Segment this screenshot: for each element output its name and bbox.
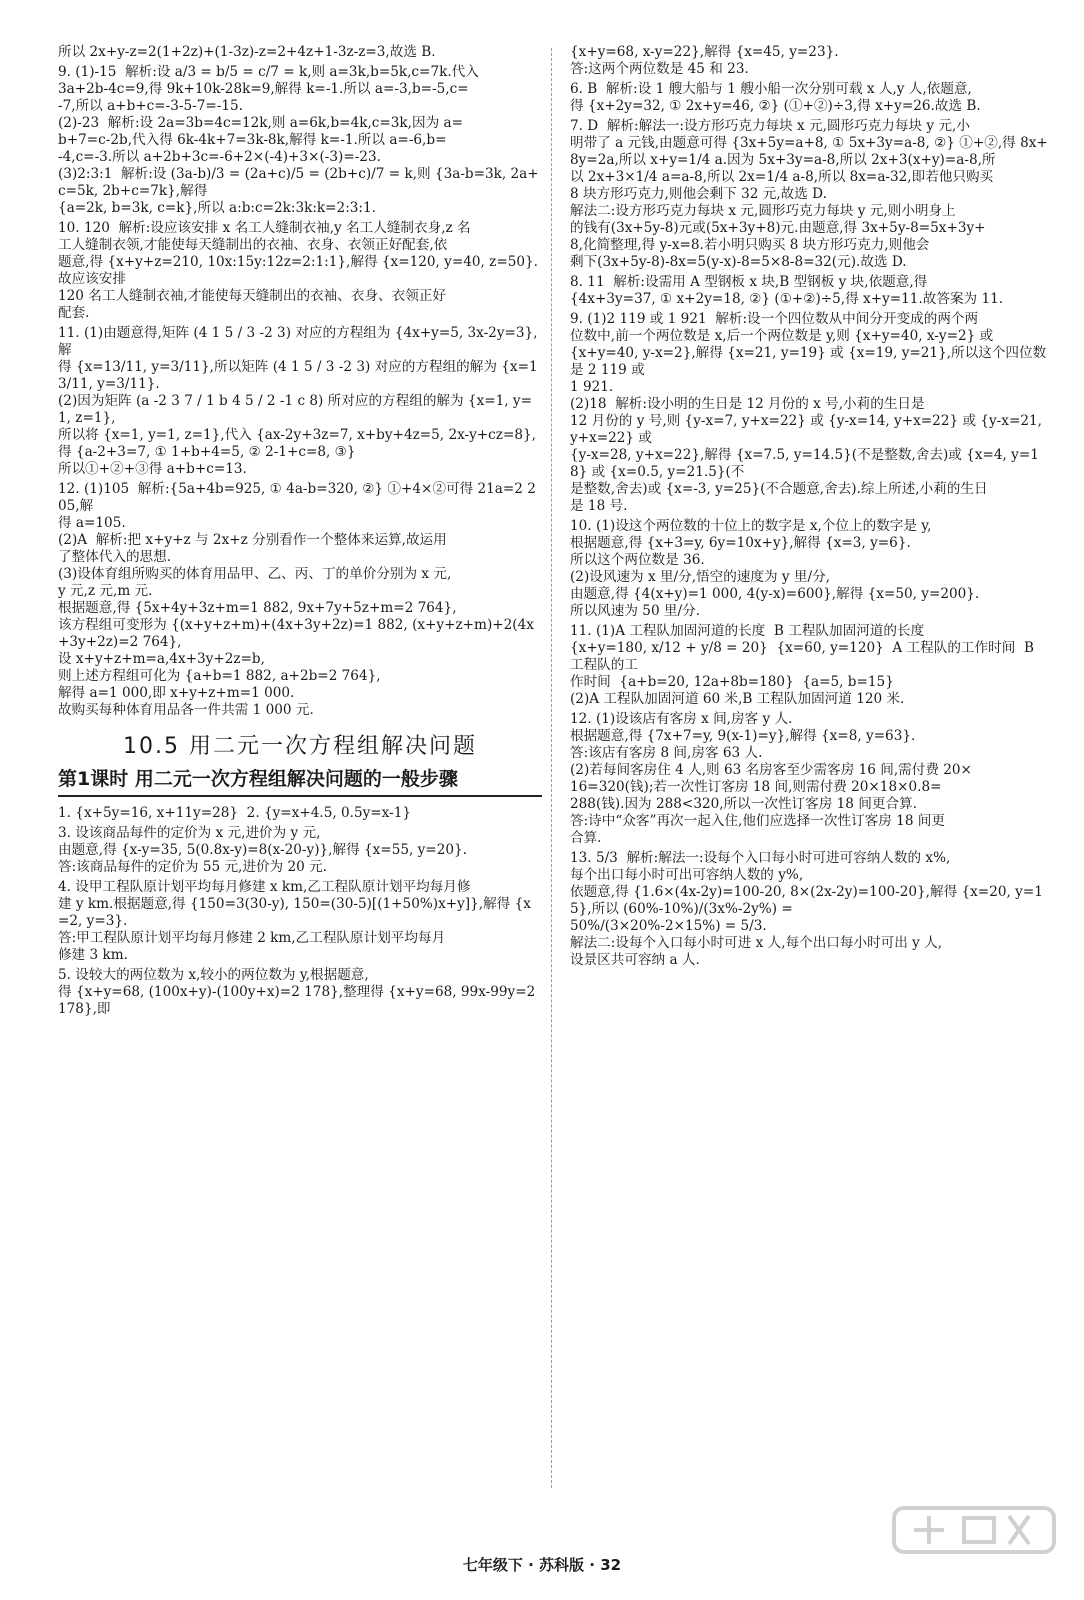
answer-line: 故购买每种体育用品各一件共需 1 000 元.	[58, 702, 314, 718]
answer-line: (2)设风速为 x 里/分,悟空的速度为 y 里/分,	[570, 569, 830, 585]
answer-line: 由题意,得 {4(x+y)=1 000, 4(y-x)=600},解得 {x=50, y=200}.	[570, 586, 980, 602]
answer-line: 由题意,得 {x-y=35, 5(0.8x-y)=8(x-20-y)},解得 {x=55, y=20}.	[58, 842, 467, 858]
answer-line: 答:该商品每件的定价为 55 元,进价为 20 元.	[58, 859, 328, 875]
answer-line: 所以风速为 50 里/分.	[570, 603, 700, 619]
answer-line: {x+y=180, x/12 + y/8 = 20} {x=60, y=120} A 工程队的工作时间 B 工程队的工	[570, 640, 1039, 673]
answer-line: 则上述方程组可化为 {a+b=1 882, a+2b=2 764},	[58, 668, 381, 684]
right-column-lines	[570, 44, 1050, 969]
answer-line: (2)A 工程队加固河道 60 米,B 工程队加固河道 120 米.	[570, 691, 905, 707]
answer-line: 3. 设该商品每件的定价为 x 元,进价为 y 元,	[58, 825, 321, 841]
answer-line: 依题意,得 {1.6×(4x-2y)=100-20, 8×(2x-2y)=100-20},解得 {x=20, y=15},所以 (60%-10%)/(3x%-2y%) =	[570, 884, 1043, 917]
answer-line: (2)A 解析:把 x+y+z 与 2x+z 分别看作一个整体来运算,故运用	[58, 532, 447, 548]
answer-line: 根据题意,得 {x+3=y, 6y=10x+y},解得 {x=3, y=6}.	[570, 535, 911, 551]
answer-line: 根据题意,得 {7x+7=y, 9(x-1)=y},解得 {x=8, y=63}.	[570, 728, 916, 744]
answer-line: (2)-23 解析:设 2a=3b=4c=12k,则 a=6k,b=4k,c=3k,因为 a=	[58, 115, 463, 131]
column-divider	[551, 48, 552, 1488]
answer-line: 位数中,前一个两位数是 x,后一个两位数是 y,则 {x+y=40, x-y=2} 或	[570, 328, 994, 344]
left-column-lines-after	[58, 805, 542, 1018]
answer-line: 是 18 号.	[570, 498, 628, 514]
answer-line: 3a+2b-4c=9,得 9k+10k-28k=9,解得 k=-1.所以 a=-3,b=-5,c=	[58, 81, 469, 97]
answer-line: 8y=2a,所以 x+y=1/4 a.因为 5x+3y=a-8,所以 2x+3(x+y)=a-8,所	[570, 152, 996, 168]
answer-line: 答:该店有客房 8 间,房客 63 人.	[570, 745, 763, 761]
answer-line: 8,化简整理,得 y-x=8.若小明只购买 8 块方形巧克力,则他会	[570, 237, 930, 253]
answer-line: 设 x+y+z+m=a,4x+3y+2z=b,	[58, 651, 265, 667]
answer-line: 1 921.	[570, 379, 614, 395]
answer-line: 的钱有(3x+5y-8)元或(5x+3y+8)元.由题意,得 3x+5y-8=5x+3y+	[570, 220, 986, 236]
lesson-title: 第1课时 用二元一次方程组解决问题的一般步骤	[58, 764, 542, 797]
answer-line: 12 月份的 y 号,则 {y-x=7, y+x=22} 或 {y-x=14, y+x=22} 或 {y-x=21, y+x=22} 或	[570, 413, 1047, 446]
watermark-logo	[884, 1500, 1064, 1590]
answer-line: 配套.	[58, 305, 90, 321]
answer-line: 了整体代入的思想.	[58, 549, 172, 565]
answer-line: 工人缝制衣领,才能使每天缝制出的衣袖、衣身、衣领正好配套,依	[58, 237, 448, 253]
left-column	[58, 44, 542, 1018]
answer-line: 12. (1)105 解析:{5a+4b=925, ① 4a-b=320, ②} ①+4×②可得 21a=2 205,解	[58, 481, 536, 514]
answer-line: 所以①+②+③得 a+b+c=13.	[58, 461, 247, 477]
answer-line: (3)2:3:1 解析:设 (3a-b)/3 = (2a+c)/5 = (2b+c)/7 = k,则 {3a-b=3k, 2a+c=5k, 2b+c=7k},解得	[58, 166, 539, 199]
page-footer: 七年级下 · 苏科版 · 32	[462, 1556, 622, 1574]
answer-line: 8 块方形巧克力,则他会剩下 32 元,故选 D.	[570, 186, 827, 202]
answer-line: {x+y=68, x-y=22},解得 {x=45, y=23}.	[570, 44, 839, 60]
right-column	[570, 44, 1050, 969]
answer-line: 得 a=105.	[58, 515, 126, 531]
answer-line: -7,所以 a+b+c=-3-5-7=-15.	[58, 98, 243, 114]
answer-line: 设景区共可容纳 a 人.	[570, 952, 700, 968]
answer-line: 建 y km.根据题意,得 {150=3(30-y), 150=(30-5)[(1+50%)x+y]},解得 {x=2, y=3}.	[58, 896, 531, 929]
answer-line: 合算.	[570, 830, 602, 846]
answer-line: 作时间 {a+b=20, 12a+8b=180} {a=5, b=15}	[570, 674, 894, 690]
answer-line: 明带了 a 元钱,由题意可得 {3x+5y=a+8, ① 5x+3y=a-8, ②} ①+②,得 8x+	[570, 135, 1048, 151]
answer-line: (3)设体育组所购买的体育用品甲、乙、丙、丁的单价分别为 x 元,	[58, 566, 452, 582]
answer-line: 所以 2x+y-z=2(1+2z)+(1-3z)-z=2+4z+1-3z-z=3,故选 B.	[58, 44, 436, 60]
answer-line: 10. (1)设这个两位数的十位上的数字是 x,个位上的数字是 y,	[570, 518, 932, 534]
answer-line: {4x+3y=37, ① x+2y=18, ②} (①+②)÷5,得 x+y=11.故答案为 11.	[570, 291, 1004, 307]
answer-line: 4. 设甲工程队原计划平均每月修建 x km,乙工程队原计划平均每月修	[58, 879, 471, 895]
answer-line: 5. 设较大的两位数为 x,较小的两位数为 y,根据题意,	[58, 967, 369, 983]
answer-line: 所以将 {x=1, y=1, z=1},代入 {ax-2y+3z=7, x+by+4z=5, 2x-y+cz=8},得 {a-2+3=7, ① 1+b+4=5, ② 2-1+c=8, ③}	[58, 427, 536, 460]
answer-line: 答:这两个两位数是 45 和 23.	[570, 61, 749, 77]
answer-line: 该方程组可变形为 {(x+y+z+m)+(4x+3y+2z)=1 882, (x+y+z+m)+2(4x+3y+2z)=2 764},	[58, 617, 534, 650]
answer-line: {a=2k, b=3k, c=k},所以 a:b:c=2k:3k:k=2:3:1.	[58, 200, 376, 216]
answer-line: 12. (1)设该店有客房 x 间,房客 y 人.	[570, 711, 793, 727]
answer-line: {y-x=28, y+x=22},解得 {x=7.5, y=14.5}(不是整数,舍去)或 {x=4, y=18} 或 {x=0.5, y=21.5}(不	[570, 447, 1039, 480]
watermark-icon	[884, 1500, 1064, 1560]
answer-line: 120 名工人缝制衣袖,才能使每天缝制出的衣袖、衣身、衣领正好	[58, 288, 447, 304]
answer-line: 8. 11 解析:设需用 A 型钢板 x 块,B 型钢板 y 块,依题意,得	[570, 274, 928, 290]
answer-line: 9. (1)2 119 或 1 921 解析:设一个四位数从中间分开变成的两个两	[570, 311, 979, 327]
answer-line: 10. 120 解析:设应该安排 x 名工人缝制衣袖,y 名工人缝制衣身,z 名	[58, 220, 471, 236]
answer-line: 答:诗中“众客”再次一起入住,他们应选择一次性订客房 18 间更	[570, 813, 945, 829]
answer-line: 根据题意,得 {5x+4y+3z+m=1 882, 9x+7y+5z+m=2 764},	[58, 600, 457, 616]
answer-line: 解法二:设每个入口每小时可进 x 人,每个出口每小时可出 y 人,	[570, 935, 943, 951]
answer-line: 题意,得 {x+y+z=210, 10x:15y:12z=2:1:1},解得 {x=120, y=40, z=50}.故应该安排	[58, 254, 538, 287]
answer-line: 解得 a=1 000,即 x+y+z+m=1 000.	[58, 685, 295, 701]
answer-line: 9. (1)-15 解析:设 a/3 = b/5 = c/7 = k,则 a=3k,b=5k,c=7k.代入	[58, 64, 479, 80]
answer-line: 50%/(3×20%-2×15%) = 5/3.	[570, 918, 767, 934]
answer-line: 每个出口每小时可出可容纳人数的 y%,	[570, 867, 804, 883]
answer-line: (2)因为矩阵 (a -2 3 7 / 1 b 4 5 / 2 -1 c 8) 所对应的方程组的解为 {x=1, y=1, z=1},	[58, 393, 532, 426]
answer-line: 11. (1)A 工程队加固河道的长度 B 工程队加固河道的长度	[570, 623, 925, 639]
answer-line: 所以这个两位数是 36.	[570, 552, 705, 568]
answer-line: 11. (1)由题意得,矩阵 (4 1 5 / 3 -2 3) 对应的方程组为 {4x+y=5, 3x-2y=3},解	[58, 325, 538, 358]
answer-line: 6. B 解析:设 1 艘大船与 1 艘小船一次分别可载 x 人,y 人,依题意,	[570, 81, 972, 97]
answer-line: 是整数,舍去)或 {x=-3, y=25}(不合题意,舍去).综上所述,小莉的生日	[570, 481, 988, 497]
answer-line: 7. D 解析:解法一:设方形巧克力每块 x 元,圆形巧克力每块 y 元,小	[570, 118, 970, 134]
answer-line: 解法二:设方形巧克力每块 x 元,圆形巧克力每块 y 元,则小明身上	[570, 203, 956, 219]
answer-line: 1. {x+5y=16, x+11y=28} 2. {y=x+4.5, 0.5y=x-1}	[58, 805, 411, 821]
answer-line: 16=320(钱);若一次性订客房 18 间,则需付费 20×18×0.8=	[570, 779, 942, 795]
answer-line: (2)若每间客房住 4 人,则 63 名房客至少需客房 16 间,需付费 20×	[570, 762, 972, 778]
answer-line: b+7=c-2b,代入得 6k-4k+7=3k-8k,解得 k=-1.所以 a=-6,b=	[58, 132, 447, 148]
answer-line: 得 {x+2y=32, ① 2x+y=46, ②} (①+②)÷3,得 x+y=26.故选 B.	[570, 98, 981, 114]
answer-line: y 元,z 元,m 元.	[58, 583, 153, 599]
answer-line: 修建 3 km.	[58, 947, 128, 963]
answer-line: 以 2x+3×1/4 a=a-8,所以 2x=1/4 a-8,所以 8x=a-32,即若他只购买	[570, 169, 994, 185]
answer-line: 答:甲工程队原计划平均每月修建 2 km,乙工程队原计划平均每月	[58, 930, 446, 946]
answer-line: (2)18 解析:设小明的生日是 12 月份的 x 号,小莉的生日是	[570, 396, 925, 412]
answer-line: -4,c=-3.所以 a+2b+3c=-6+2×(-4)+3×(-3)=-23.	[58, 149, 381, 165]
left-column-lines	[58, 44, 542, 719]
answer-line: 剩下(3x+5y-8)-8x=5(y-x)-8=5×8-8=32(元).故选 D.	[570, 254, 907, 270]
answer-line: 13. 5/3 解析:解法一:设每个入口每小时可进可容纳人数的 x%,	[570, 850, 951, 866]
section-title: 10.5 用二元一次方程组解决问题	[123, 734, 477, 759]
answer-line: 得 {x+y=68, (100x+y)-(100y+x)=2 178},整理得 {x+y=68, 99x-99y=2 178},即	[58, 984, 540, 1017]
answer-line: 288(钱).因为 288<320,所以一次性订客房 18 间更合算.	[570, 796, 917, 812]
answer-line: {x+y=40, y-x=2},解得 {x=21, y=19} 或 {x=19, y=21},所以这个四位数是 2 119 或	[570, 345, 1047, 378]
answer-line: 得 {x=13/11, y=3/11},所以矩阵 (4 1 5 / 3 -2 3) 对应的方程组的解为 {x=13/11, y=3/11}.	[58, 359, 538, 392]
